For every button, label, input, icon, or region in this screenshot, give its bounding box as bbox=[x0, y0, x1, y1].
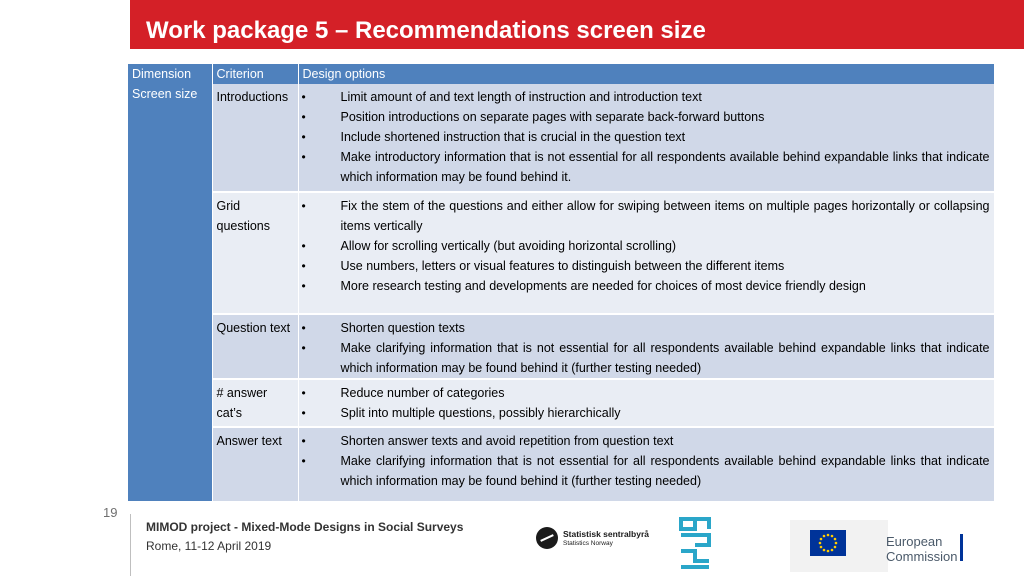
list-item bbox=[299, 236, 990, 256]
list-item bbox=[299, 147, 990, 187]
option-text: More research testing and developments are needed for choices of most device friendly design bbox=[340, 279, 866, 293]
header-design-options: Design options bbox=[298, 64, 994, 84]
list-item bbox=[299, 87, 990, 107]
bullet-icon: • bbox=[301, 386, 306, 400]
option-text: Shorten question texts bbox=[340, 321, 465, 335]
list-item bbox=[299, 196, 990, 236]
options-cell bbox=[298, 379, 994, 427]
criterion-cell: Question text bbox=[212, 314, 298, 379]
header-dimension: Dimension bbox=[128, 64, 212, 84]
options-cell bbox=[298, 427, 994, 502]
option-text: Position introductions on separate pages with separate back-forward buttons bbox=[340, 110, 765, 124]
option-text: Split into multiple questions, possibly hierarchically bbox=[340, 406, 621, 420]
bullet-icon: • bbox=[301, 150, 306, 164]
eu-flag-icon bbox=[810, 530, 846, 556]
bullet-icon: • bbox=[301, 279, 306, 293]
bullet-icon: • bbox=[301, 454, 306, 468]
table-header-row bbox=[128, 64, 994, 84]
bullet-icon: • bbox=[301, 341, 306, 355]
table-row bbox=[128, 379, 994, 427]
option-text: Make introductory information that is not essential for all respondents available behind expandable links that indicate which information may be found behind it. bbox=[340, 150, 990, 184]
criterion-cell: Answer text bbox=[212, 427, 298, 502]
dimension-cell: Screen size bbox=[128, 84, 212, 502]
bullet-icon: • bbox=[301, 259, 306, 273]
options-cell bbox=[298, 314, 994, 379]
option-text: Make clarifying information that is not essential for all respondents available behind expandable links that indicate which information may be found behind it (further testing needed) bbox=[340, 454, 990, 488]
table-row bbox=[128, 84, 994, 192]
list-item bbox=[299, 127, 990, 147]
list-item bbox=[299, 431, 990, 451]
criterion-cell: Introductions bbox=[212, 84, 298, 192]
bullet-icon: • bbox=[301, 434, 306, 448]
options-cell bbox=[298, 192, 994, 314]
option-text: Fix the stem of the questions and either allow for swiping between items on multiple pages horizontally or collapsing items vertically bbox=[340, 199, 990, 233]
recommendations-table-container bbox=[128, 64, 994, 503]
ec-logo-bar bbox=[960, 534, 963, 561]
table-row bbox=[128, 192, 994, 314]
list-item bbox=[299, 256, 990, 276]
list-item bbox=[299, 107, 990, 127]
criterion-cell: Grid questions bbox=[212, 192, 298, 314]
option-text: Reduce number of categories bbox=[340, 386, 505, 400]
option-text: Allow for scrolling vertically (but avoiding horizontal scrolling) bbox=[340, 239, 677, 253]
recommendations-table bbox=[128, 64, 995, 503]
ec-logo-line1: European bbox=[886, 534, 943, 549]
cbs-logo-icon bbox=[677, 515, 713, 573]
options-cell bbox=[298, 84, 994, 192]
ssb-logo-icon bbox=[536, 527, 558, 549]
criterion-cell: # answer cat’s bbox=[212, 379, 298, 427]
ssb-logo bbox=[536, 527, 666, 553]
bullet-icon: • bbox=[301, 130, 306, 144]
bullet-icon: • bbox=[301, 406, 306, 420]
option-text: Limit amount of and text length of instruction and introduction text bbox=[340, 90, 702, 104]
list-item bbox=[299, 276, 990, 296]
bullet-icon: • bbox=[301, 239, 306, 253]
list-item bbox=[299, 403, 990, 423]
ssb-logo-subtitle: Statistics Norway bbox=[563, 540, 613, 547]
cbs-logo-graphic bbox=[677, 515, 713, 573]
footer-date: Rome, 11-12 April 2019 bbox=[146, 539, 272, 553]
table-row bbox=[128, 314, 994, 379]
bullet-icon: • bbox=[301, 321, 306, 335]
list-item bbox=[299, 451, 990, 491]
list-item bbox=[299, 383, 990, 403]
title-bar bbox=[130, 0, 1024, 49]
bullet-icon: • bbox=[301, 199, 306, 213]
ssb-logo-name: Statistisk sentralbyrå bbox=[563, 529, 649, 539]
option-text: Use numbers, letters or visual features to distinguish between the different items bbox=[340, 259, 785, 273]
footer-project: MIMOD project - Mixed-Mode Designs in Social Surveys bbox=[146, 520, 464, 534]
option-text: Shorten answer texts and avoid repetition from question text bbox=[340, 434, 674, 448]
table-row bbox=[128, 427, 994, 502]
ec-logo-line2: Commission bbox=[886, 549, 958, 564]
list-item bbox=[299, 318, 990, 338]
page-title: Work package 5 – Recommendations screen size bbox=[146, 17, 706, 44]
european-commission-logo bbox=[790, 512, 1024, 576]
option-text: Make clarifying information that is not essential for all respondents available behind expandable links that indicate which information may be found behind it (further testing needed) bbox=[340, 341, 990, 375]
bullet-icon: • bbox=[301, 110, 306, 124]
option-text: Include shortened instruction that is crucial in the question text bbox=[340, 130, 686, 144]
eu-stars-icon bbox=[810, 530, 846, 556]
footer-divider bbox=[130, 514, 131, 576]
header-criterion: Criterion bbox=[212, 64, 298, 84]
bullet-icon: • bbox=[301, 90, 306, 104]
page-number: 19 bbox=[103, 505, 118, 520]
list-item bbox=[299, 338, 990, 378]
